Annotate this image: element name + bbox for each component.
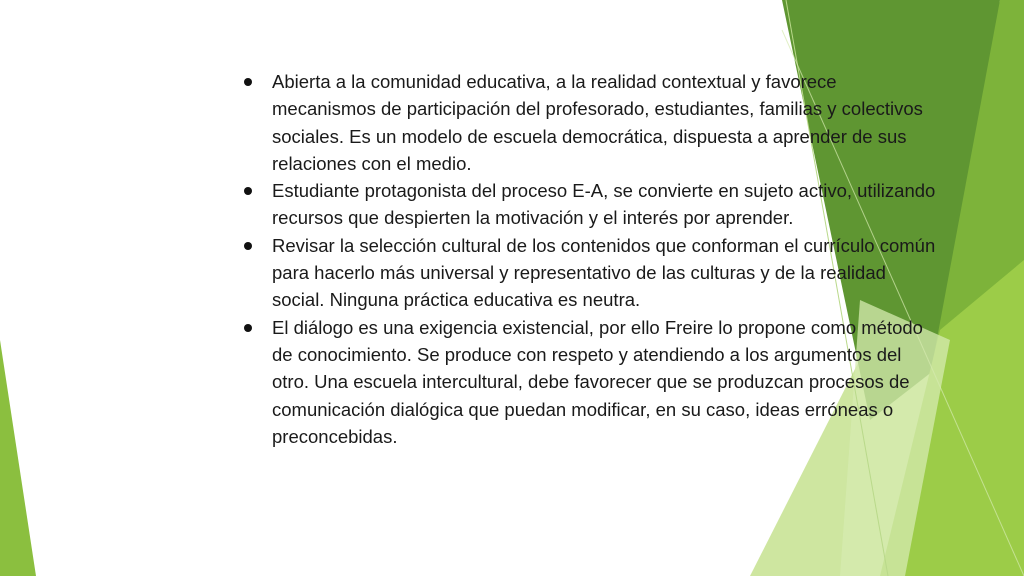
bullet-dot-icon [244, 242, 252, 250]
bullet-item [240, 232, 940, 314]
bullet-text: Abierta a la comunidad educativa, a la realidad contextual y favorece mecanismos de participación del profesorado, estudiantes, familias y colectivos sociales. Es un modelo de escuela democrática, dispuesta a aprender de sus relaciones con el medio. [272, 71, 923, 174]
bullet-item [240, 177, 940, 232]
bullet-item [240, 68, 940, 177]
bullet-dot-icon [244, 78, 252, 86]
left-green-sliver [0, 340, 36, 576]
bullet-dot-icon [244, 187, 252, 195]
bullet-dot-icon [244, 324, 252, 332]
bullet-text: Revisar la selección cultural de los contenidos que conforman el currículo común para hacerlo más universal y representativo de las culturas y de la realidad social. Ninguna práctica educativa es neutra. [272, 234, 936, 311]
bullet-text: Estudiante protagonista del proceso E-A, se convierte en sujeto activo, utilizando recursos que despierten la motivación y el interés por aprender. [272, 180, 936, 229]
bullet-item [240, 314, 940, 450]
bullet-text: El diálogo es una exigencia existencial, por ello Freire lo propone como método de conocimiento. Se produce con respeto y atendiendo a los argumentos del otro. Una escuela intercultural, debe favorecer que se produzcan procesos de comunicación dialógica que puedan modificar, en su caso, ideas erróneas o preconcebidas. [272, 316, 923, 447]
bullet-list [240, 68, 940, 450]
